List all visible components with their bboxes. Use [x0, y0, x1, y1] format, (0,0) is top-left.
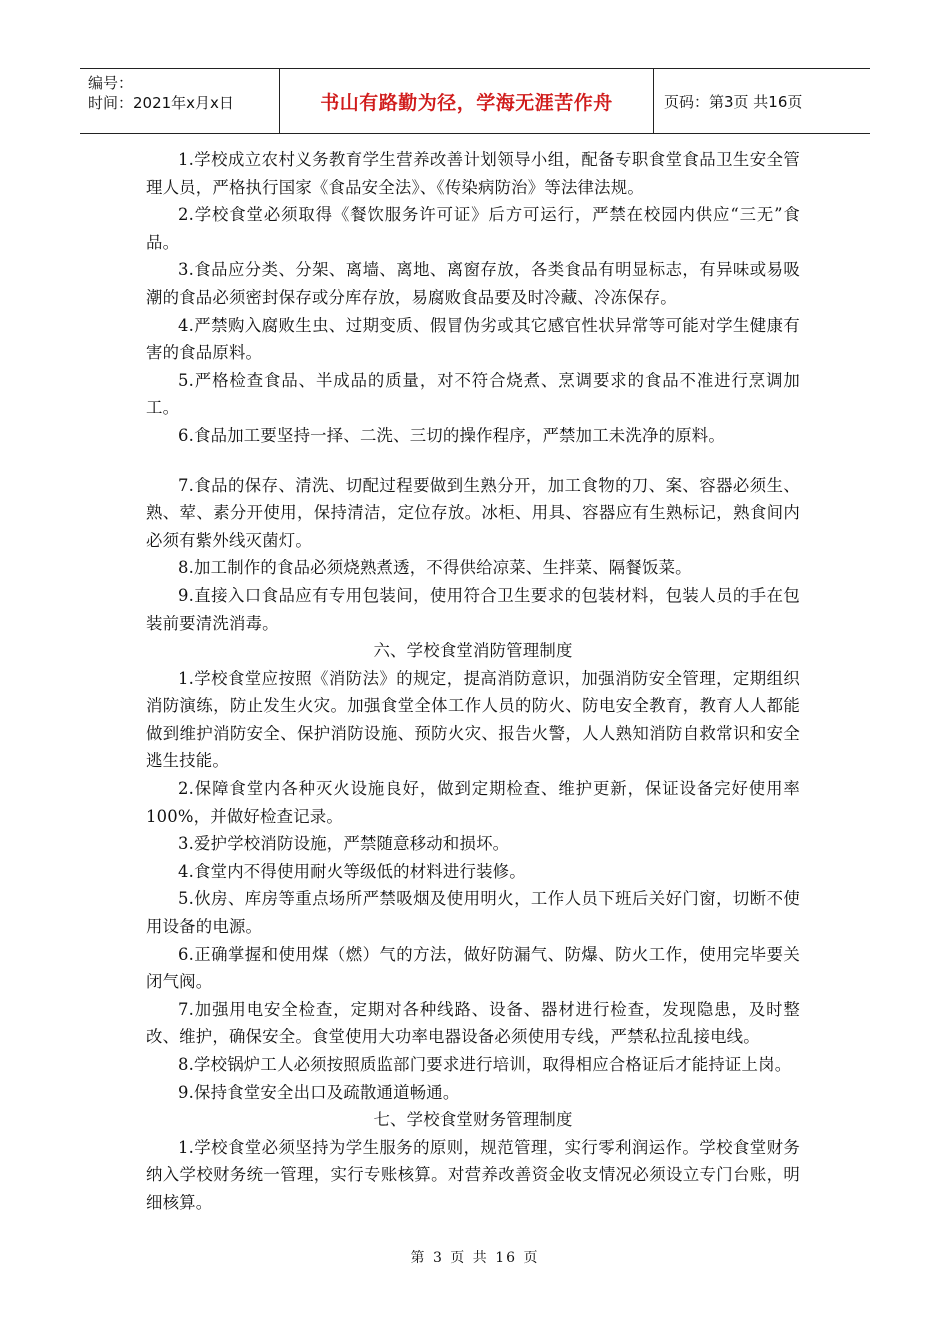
paragraph: 3.食品应分类、分架、离墙、离地、离窗存放，各类食品有明显标志，有异味或易吸潮的食品必须密封保存或分库存放，易腐败食品要及时冷藏、冷冻保存。	[146, 260, 800, 307]
section-heading: 六、学校食堂消防管理制度	[373, 641, 573, 661]
paragraph: 4.食堂内不得使用耐火等级低的材料进行装修。	[178, 861, 526, 881]
paragraph: 4.严禁购入腐败生虫、过期变质、假冒伪劣或其它感官性状异常等可能对学生健康有害的食品原料。	[146, 315, 800, 363]
paragraph: 9.保持食堂安全出口及疏散通道畅通。	[178, 1082, 460, 1102]
paragraph: 1.学校食堂应按照《消防法》的规定，提高消防意识，加强消防安全管理，定期组织消防演练，防止发生火灾。加强食堂全体工作人员的防火、防电安全教育，教育人人都能做到维护消防安全、保护消防设施、预防火灾、报告火警，人人熟知消防自救常识和安全逃生技能。	[146, 668, 800, 771]
document-date: 时间：2021年x月x日	[88, 94, 234, 112]
paragraph: 6.食品加工要坚持一择、二洗、三切的操作程序，严禁加工未洗净的原料。	[178, 425, 725, 445]
header-motto: 书山有路勤为径，学海无涯苦作舟	[280, 69, 654, 133]
paragraph: 9.直接入口食品应有专用包装间，使用符合卫生要求的包装材料，包装人员的手在包装前要清洗消毒。	[146, 585, 800, 633]
page-header	[80, 68, 870, 134]
paragraph: 8.学校锅炉工人必须按照质监部门要求进行培训，取得相应合格证后才能持证上岗。	[178, 1055, 792, 1074]
paragraph: 5.严格检查食品、半成品的质量，对不符合烧煮、烹调要求的食品不准进行烹调加工。	[146, 370, 800, 418]
header-page-label: 页码：第3页 共16页	[664, 92, 803, 111]
paragraph: 7.加强用电安全检查，定期对各种线路、设备、器材进行检查，发现隐患，及时整改、维护，确保安全。食堂使用大功率电器设备必须使用专线，严禁私拉乱接电线。	[146, 999, 800, 1047]
paragraph: 8.加工制作的食品必须烧熟煮透，不得供给凉菜、生拌菜、隔餐饭菜。	[178, 558, 692, 578]
paragraph: 5.伙房、库房等重点场所严禁吸烟及使用明火，工作人员下班后关好门窗，切断不使用设备的电源。	[146, 889, 800, 937]
document-number-label: 编号：	[88, 74, 134, 92]
section-heading: 七、学校食堂财务管理制度	[373, 1110, 573, 1130]
document-body	[146, 146, 800, 1217]
paragraph: 3.爱护学校消防设施，严禁随意移动和损坏。	[178, 834, 510, 854]
paragraph: 6.正确掌握和使用煤（燃）气的方法，做好防漏气、防爆、防火工作，使用完毕要关闭气阀。	[146, 944, 800, 992]
paragraph: 1.学校成立农村义务教育学生营养改善计划领导小组，配备专职食堂食品卫生安全管理人员，严格执行国家《食品安全法》、《传染病防治》等法律法规。	[146, 150, 800, 197]
paragraph: 7.食品的保存、清洗、切配过程要做到生熟分开，加工食物的刀、案、容器必须生、熟、荤、素分开使用，保持清洁，定位存放。冰柜、用具、容器应有生熟标记，熟食间内必须有紫外线灭菌灯。	[146, 475, 800, 550]
page-footer: 第 3 页 共 16 页	[410, 1250, 540, 1266]
paragraph: 1.学校食堂必须坚持为学生服务的原则，规范管理，实行零利润运作。学校食堂财务纳入学校财务统一管理，实行专账核算。对营养改善资金收支情况必须设立专门台账，明细核算。	[146, 1137, 800, 1212]
header-meta	[80, 69, 280, 133]
paragraph: 2.学校食堂必须取得《餐饮服务许可证》后方可运行，严禁在校园内供应“三无”食品。	[146, 205, 800, 252]
paragraph: 2.保障食堂内各种灭火设施良好，做到定期检查、维护更新，保证设备完好使用率100%，并做好检查记录。	[146, 779, 800, 826]
